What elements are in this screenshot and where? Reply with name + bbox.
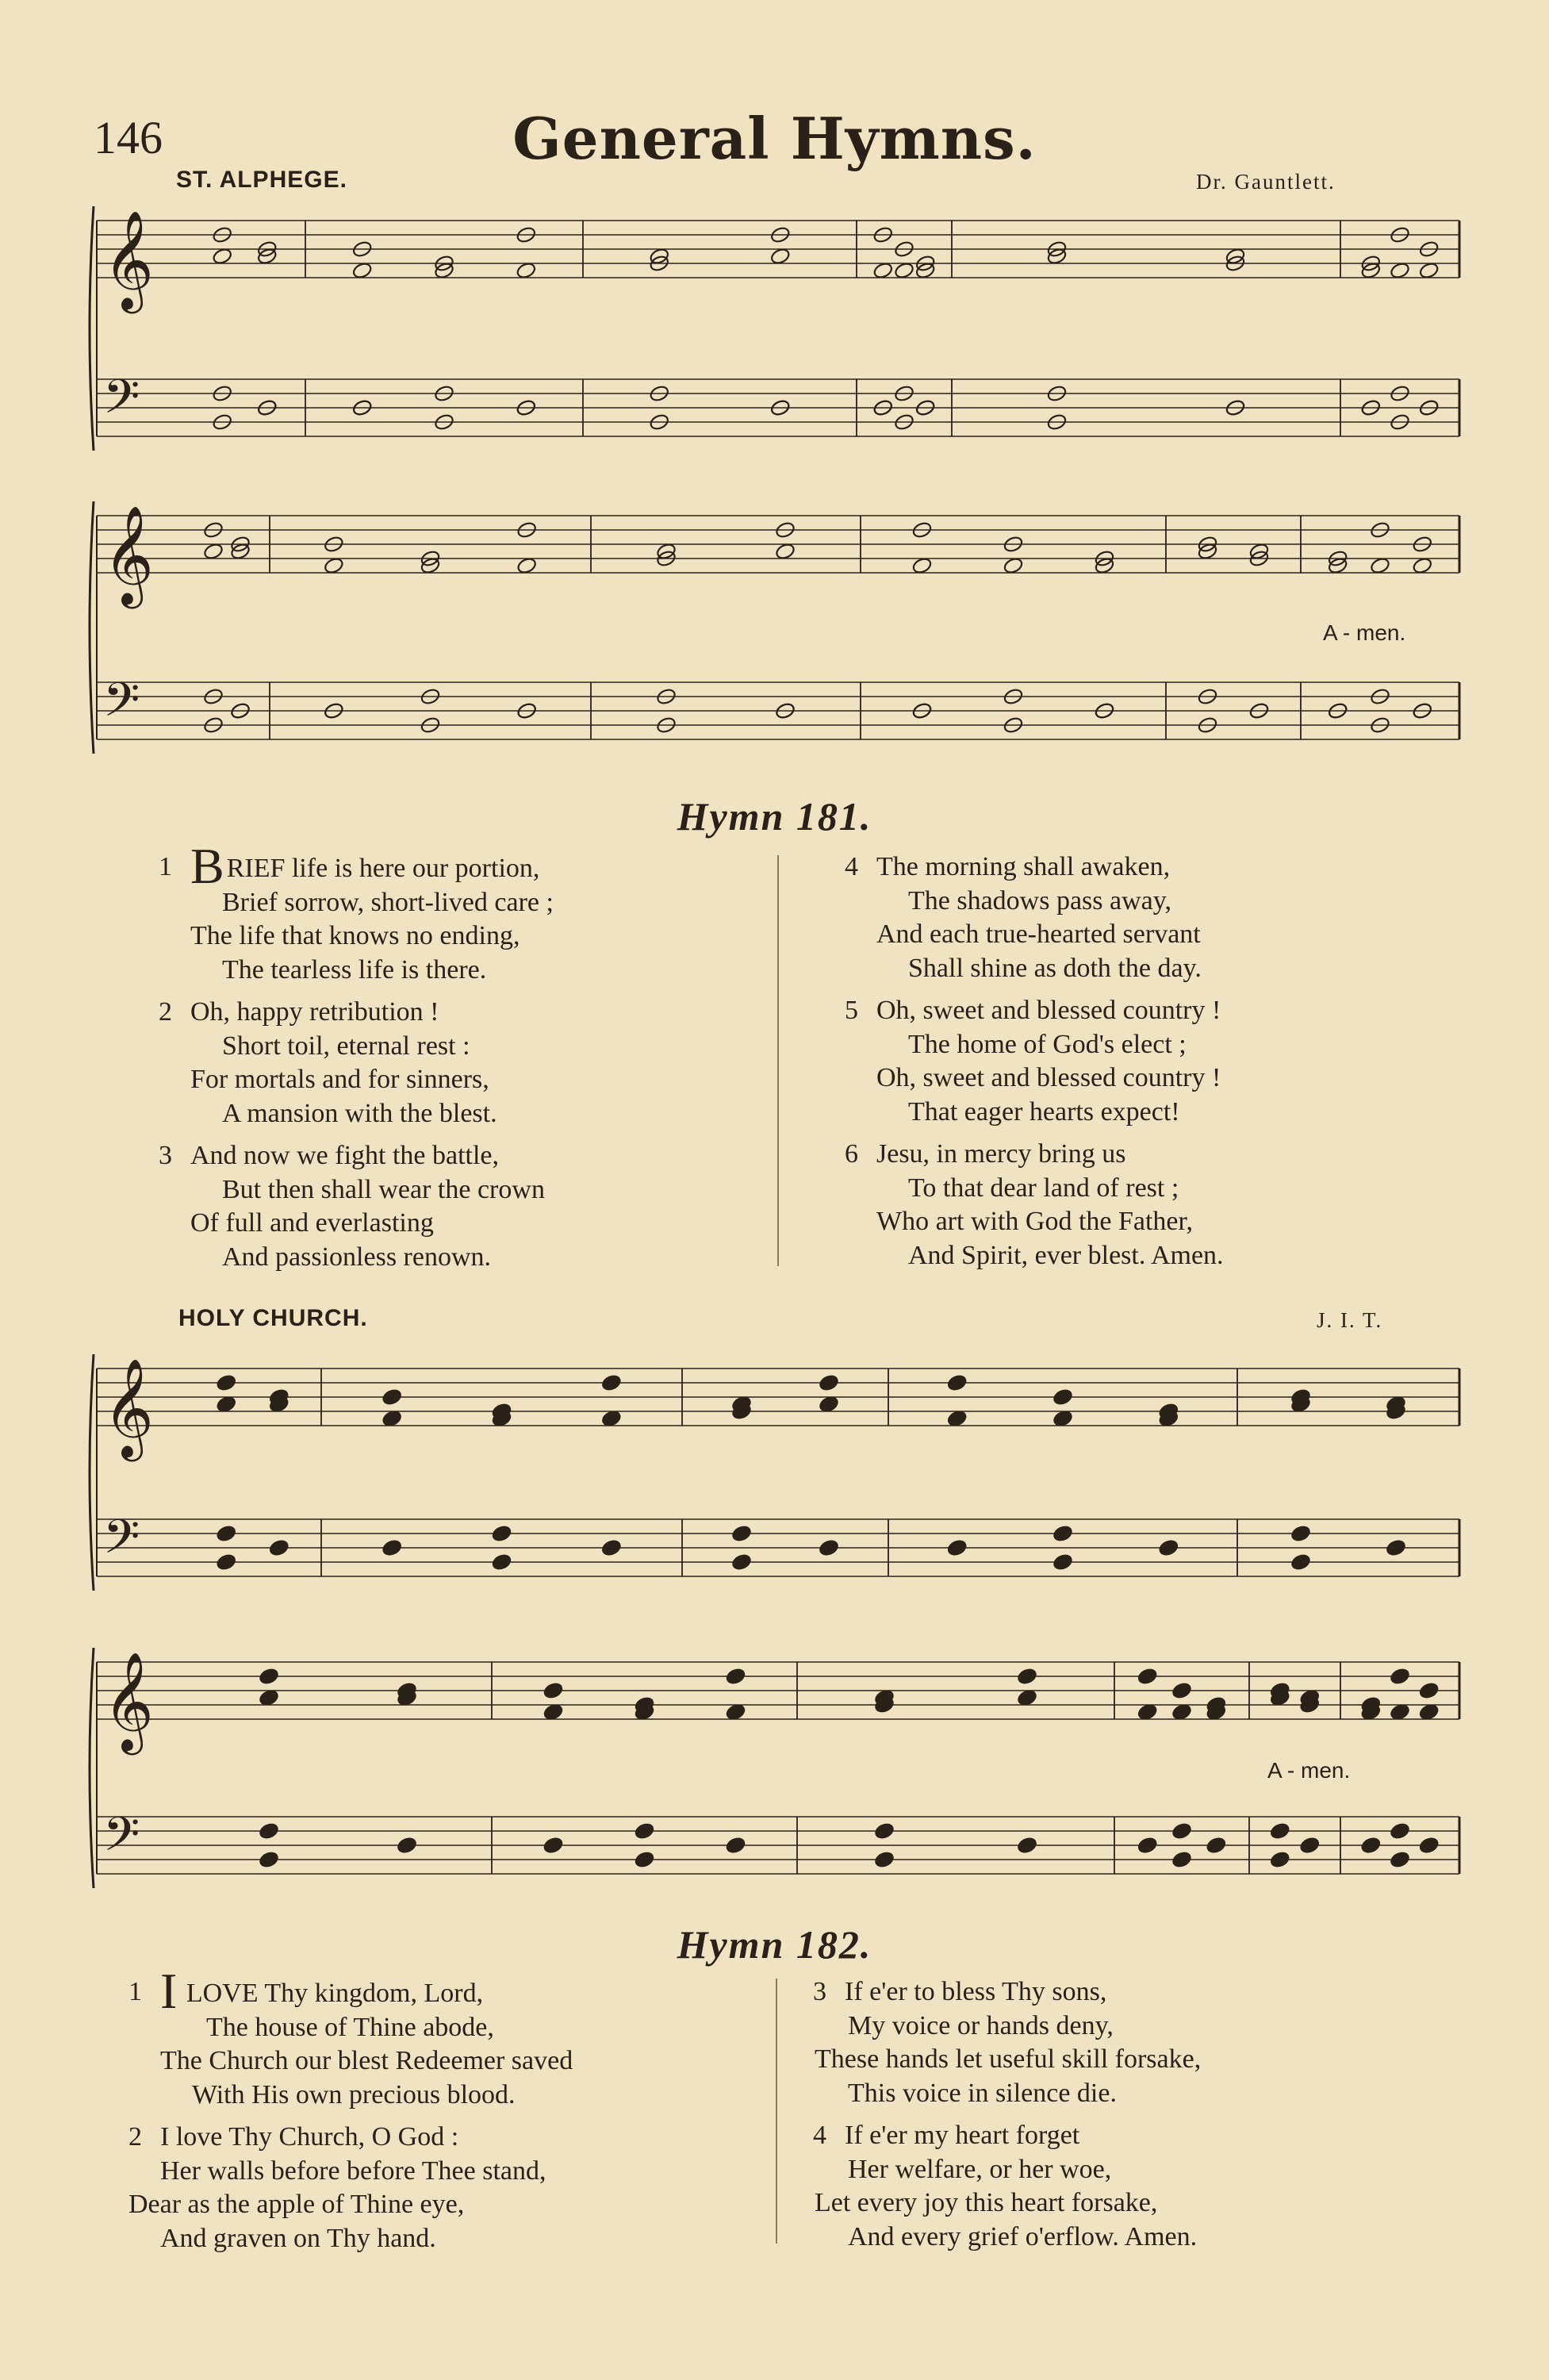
amen-label-1: A - men. (1323, 620, 1406, 645)
score-holy-church (0, 1321, 1549, 1924)
stanza-number: 1 (128, 1977, 142, 2006)
verse-line: These hands let useful skill forsake, (815, 2044, 1202, 2074)
verse-line: I love Thy Church, O God : (160, 2122, 459, 2152)
verse-line: With His own precious blood. (192, 2079, 516, 2109)
svg-text:𝄢: 𝄢 (103, 672, 140, 739)
stanza-2 (128, 2121, 763, 2255)
hymn-182-column-right (813, 1975, 1495, 2263)
verse-line: Of full and everlasting (190, 1208, 434, 1238)
stanza-4 (845, 850, 1495, 985)
verse-line: And now we fight the battle, (190, 1141, 500, 1170)
verse-line (159, 838, 761, 894)
amen-label-2: A - men. (1267, 1758, 1351, 1783)
column-divider (777, 855, 779, 1266)
verse-line: A mansion with the blest. (222, 1098, 497, 1128)
stanza-number: 5 (845, 996, 858, 1025)
svg-text:𝄞: 𝄞 (103, 1652, 154, 1751)
verse-line-text: RIEF life is here our portion, (226, 854, 540, 883)
stanza-3 (159, 1139, 761, 1274)
verse-line: The home of God's elect ; (908, 1029, 1187, 1059)
verse-line: Oh, sweet and blessed country ! (876, 996, 1221, 1025)
verse-line: If e'er my heart forget (845, 2121, 1080, 2150)
verse-line (128, 1963, 763, 2019)
verse-line: Oh, happy retribution ! (190, 997, 439, 1027)
verse-line: Dear as the apple of Thine eye, (128, 2190, 465, 2219)
stanza-number: 3 (159, 1141, 172, 1170)
page-number: 146 (94, 112, 163, 163)
stanza-number: 2 (128, 2122, 142, 2152)
verse-line: And graven on Thy hand. (160, 2223, 436, 2253)
stanza-4 (813, 2119, 1495, 2254)
verse-line: The shadows pass away, (908, 885, 1172, 916)
verse-line: For mortals and for sinners, (190, 1065, 489, 1094)
verse-line: The tearless life is there. (222, 954, 487, 985)
tune-name-st-alphege: ST. ALPHEGE. (176, 167, 347, 193)
verse-line: And each true-hearted servant (876, 919, 1201, 949)
verse-line: This voice in silence die. (848, 2078, 1117, 2108)
stanza-6 (845, 1138, 1495, 1273)
svg-text:𝄢: 𝄢 (103, 1509, 140, 1576)
column-divider (776, 1979, 777, 2244)
stanza-number: 6 (845, 1139, 858, 1169)
stanza-3 (813, 1975, 1495, 2110)
verse-line: Oh, sweet and blessed country ! (876, 1063, 1221, 1092)
verse-line: But then shall wear the crown (222, 1174, 545, 1204)
composer-gauntlett: Dr. Gauntlett. (1196, 170, 1336, 194)
stanza-number: 4 (813, 2121, 826, 2150)
svg-text:𝄢: 𝄢 (103, 369, 140, 436)
verse-line: Her walls before before Thee stand, (160, 2155, 546, 2186)
hymn-181-title: Hymn 181. (677, 794, 872, 839)
hymn-182-column-left (128, 1963, 763, 2264)
hymn-181-column-right (845, 850, 1495, 1281)
stanza-number: 3 (813, 1977, 826, 2006)
svg-text:𝄞: 𝄞 (103, 505, 154, 605)
running-head: General Hymns. (512, 105, 1037, 172)
verse-line: Let every joy this heart forsake, (815, 2188, 1158, 2217)
verse-line-text: LOVE Thy kingdom, Lord, (179, 1979, 484, 2008)
drop-cap: I (160, 1963, 178, 2019)
hymn-181-column-left (159, 838, 761, 1283)
svg-text:𝄢: 𝄢 (103, 1806, 140, 1873)
stanza-1 (159, 838, 761, 987)
hymn-182-title: Hymn 182. (677, 1922, 872, 1967)
drop-cap: B (190, 838, 224, 894)
verse-line: Who art with God the Father, (876, 1207, 1193, 1236)
verse-line: The house of Thine abode, (206, 2012, 494, 2042)
verse-line: And Spirit, ever blest. Amen. (908, 1240, 1224, 1270)
verse-line: Jesu, in mercy bring us (876, 1139, 1126, 1169)
svg-text:𝄞: 𝄞 (103, 1358, 154, 1457)
verse-line: The Church our blest Redeemer saved (160, 2046, 573, 2075)
verse-line: That eager hearts expect! (908, 1096, 1180, 1127)
verse-line: And every grief o'erflow. Amen. (848, 2221, 1198, 2251)
verse-line: To that dear land of rest ; (908, 1173, 1179, 1203)
verse-line: The life that knows no ending, (190, 921, 520, 950)
score-st-alphege (0, 182, 1549, 801)
stanza-number: 2 (159, 997, 172, 1027)
stanza-number: 4 (845, 852, 858, 881)
stanza-1 (128, 1963, 763, 2112)
composer-jit: J. I. T. (1317, 1308, 1383, 1332)
verse-line: Brief sorrow, short-lived care ; (222, 887, 554, 917)
tune-name-holy-church: HOLY CHURCH. (178, 1305, 368, 1331)
verse-line: If e'er to bless Thy sons, (845, 1977, 1107, 2006)
stanza-2 (159, 996, 761, 1130)
stanza-5 (845, 994, 1495, 1129)
verse-line: Her welfare, or her woe, (848, 2154, 1112, 2184)
verse-line: Short toil, eternal rest : (222, 1031, 470, 1061)
svg-text:𝄞: 𝄞 (103, 210, 154, 309)
verse-line: The morning shall awaken, (876, 852, 1171, 881)
verse-line: And passionless renown. (222, 1242, 492, 1272)
verse-line: My voice or hands deny, (848, 2010, 1114, 2040)
stanza-number: 1 (159, 852, 172, 881)
verse-line: Shall shine as doth the day. (908, 953, 1202, 983)
